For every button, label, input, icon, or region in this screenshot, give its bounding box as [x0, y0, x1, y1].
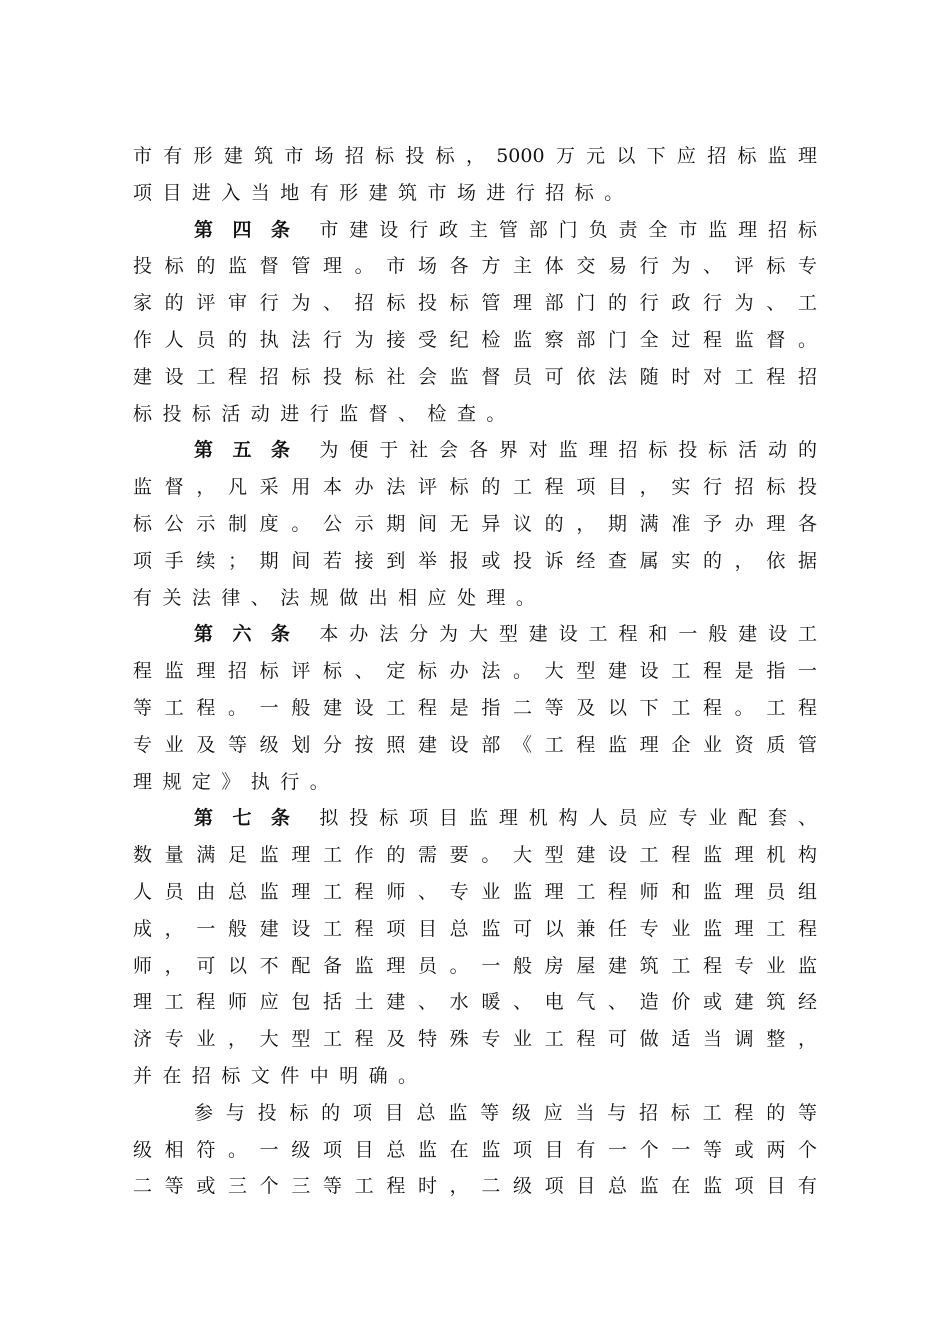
article-heading: 第六条: [194, 623, 310, 646]
text-line: 有关法律、法规做出相应处理。: [133, 586, 546, 609]
article-text: 拟投标项目监理机构人员应专业配套、: [319, 807, 817, 830]
text-line: 级相符。一级项目总监在监项目有一个一等或两个: [133, 1138, 817, 1161]
article-line: [133, 800, 817, 837]
text-line: 程监理招标评标、定标办法。大型建设工程是指一: [133, 660, 817, 683]
text-line: 项手续；期间若接到举报或投诉经查属实的，依据: [133, 549, 817, 572]
text-line: 人员由总监理工程师、专业监理工程师和监理员组: [133, 880, 817, 903]
text-line: 项目进入当地有形建筑市场进行招标。: [133, 181, 634, 204]
text-line: 专业及等级划分按照建设部《工程监理企业资质管: [133, 733, 817, 756]
text-line: 师，可以不配备监理员。一般房屋建筑工程专业监: [133, 954, 817, 977]
text-line: 市有形建筑市场招标投标，5000万元以下应招标监理: [133, 145, 817, 167]
text-line: 数量满足监理工作的需要。大型建设工程监理机构: [133, 844, 817, 867]
text-line: 标投标活动进行监督、检查。: [133, 402, 516, 425]
article-heading: 第七条: [194, 807, 310, 830]
paragraph-first-line: 参与投标的项目总监等级应当与招标工程的等: [194, 1101, 817, 1124]
text-line: 理规定》执行。: [133, 770, 340, 793]
article-line: [133, 616, 817, 653]
text-line: 并在招标文件中明确。: [133, 1064, 428, 1087]
article-heading: 第四条: [194, 218, 310, 241]
document-body: [133, 138, 817, 1205]
text-line: 二等或三个三等工程时，二级项目总监在监项目有: [133, 1175, 817, 1198]
article-text: 本办法分为大型建设工程和一般建设工: [319, 623, 817, 646]
text-line: 建设工程招标投标社会监督员可依法随时对工程招: [133, 365, 817, 388]
text-line: 家的评审行为、招标投标管理部门的行政行为、工: [133, 292, 817, 315]
text-line: 标公示制度。公示期间无异议的，期满准予办理各: [133, 512, 817, 535]
article-heading: 第五条: [194, 439, 310, 462]
article-line: [133, 432, 817, 469]
text-line: 成，一般建设工程项目总监可以兼任专业监理工程: [133, 917, 817, 940]
article-text: 为便于社会各界对监理招标投标活动的: [319, 439, 817, 462]
text-line: 监督，凡采用本办法评标的工程项目，实行招标投: [133, 476, 817, 499]
text-line: 投标的监督管理。市场各方主体交易行为、评标专: [133, 255, 817, 278]
text-line: 理工程师应包括土建、水暖、电气、造价或建筑经: [133, 991, 817, 1014]
text-line: 等工程。一般建设工程是指二等及以下工程。工程: [133, 696, 817, 719]
text-line: 济专业，大型工程及特殊专业工程可做适当调整，: [133, 1028, 817, 1051]
text-line: 作人员的执法行为接受纪检监察部门全过程监督。: [133, 328, 817, 351]
article-line: [133, 212, 817, 249]
article-text: 市建设行政主管部门负责全市监理招标: [319, 218, 817, 241]
